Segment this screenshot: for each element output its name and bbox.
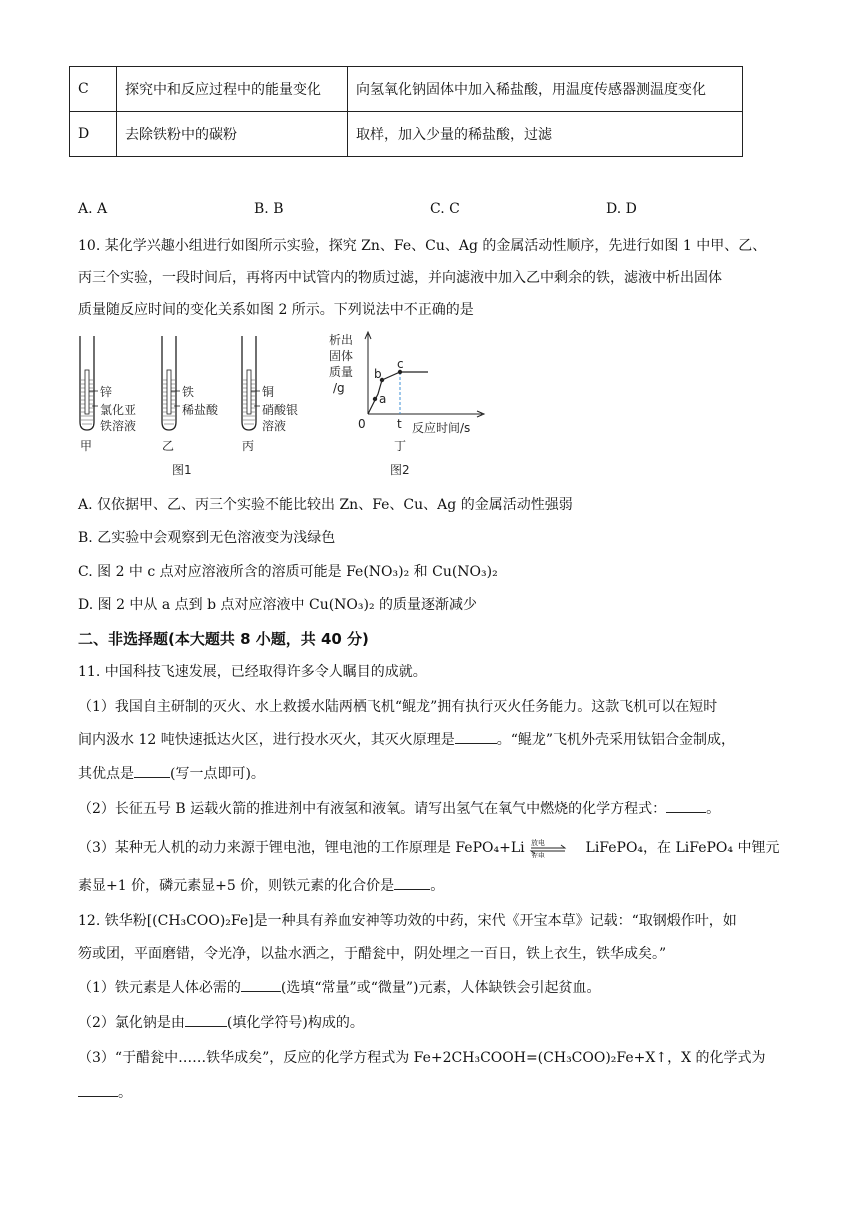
experiment-method: 向氢氧化钠固体中加入稀盐酸，用温度传感器测温度变化 xyxy=(348,67,743,112)
q11-part3-text: 素显+1 价，磷元素显+5 价，则铁元素的化合价是 xyxy=(78,878,395,894)
ylabel-line: /g xyxy=(333,381,345,395)
hcl-label: 稀盐酸 xyxy=(182,403,219,417)
answer-blank[interactable] xyxy=(666,798,706,813)
experiment-purpose: 探究中和反应过程中的能量变化 xyxy=(117,67,348,112)
zinc-label: 锌 xyxy=(100,385,113,399)
q11-part2-text: 。 xyxy=(706,801,721,817)
q12-part2-text: (填化学符号)构成的。 xyxy=(226,1015,364,1031)
q11-part1-text: (写一点即可)。 xyxy=(170,766,265,782)
q11-part1-text: 间内汲水 12 吨快速抵达火区，进行投水灭火，其灭火原理是 xyxy=(78,732,455,748)
fecl2-label-1: 氯化亚 xyxy=(100,403,137,417)
tube-bing-label: 丙 xyxy=(242,439,255,453)
q12-part1 xyxy=(78,977,600,997)
q11-part1-text: 其优点是 xyxy=(78,766,134,782)
svg-text:放电: 放电 xyxy=(531,839,546,847)
q12-stem-line: 12. 铁华粉[(CH₃COO)₂Fe]是一种具有养血安神等功效的中药，宋代《开宝本草》记载：“取钢煅作叶，如 xyxy=(78,913,737,929)
q11-part1-text: 。“鲲龙”飞机外壳采用钛铝合金制成， xyxy=(496,732,736,748)
option-letter: C xyxy=(70,67,117,112)
experiment-method: 取样，加入少量的稀盐酸，过滤 xyxy=(348,112,743,157)
answer-blank[interactable] xyxy=(241,977,281,992)
figure1-caption: 图1 xyxy=(172,463,192,477)
q11-part1-line1: （1）我国自主研制的灭火、水上救援水陆两栖飞机“鲲龙”拥有执行灭火任务能力。这款飞机可以在短时 xyxy=(78,699,718,715)
point-c-label: c xyxy=(397,357,404,371)
origin-label: 0 xyxy=(358,417,366,431)
q11-part3-line1 xyxy=(78,836,779,858)
choice-c[interactable]: C. C xyxy=(430,201,460,217)
test-tube-yi xyxy=(162,336,180,430)
q10-stem-line: 10. 某化学兴趣小组进行如图所示实验，探究 Zn、Fe、Cu、Ag 的金属活动性顺序，先进行如图 1 中甲、乙、 xyxy=(78,238,767,254)
q12-part3-line1: （3）“于醋瓮中……铁华成矣”，反应的化学方程式为 Fe+2CH₃COOH=(CH₃COO)₂Fe+X↑，X 的化学式为 xyxy=(78,1050,766,1066)
q12-part2 xyxy=(78,1012,364,1032)
experiment-purpose: 去除铁粉中的碳粉 xyxy=(117,112,348,157)
choice-b[interactable]: B. B xyxy=(254,201,284,217)
point-b-label: b xyxy=(374,367,382,381)
q11-part1-line2 xyxy=(78,729,735,749)
copper-label: 铜 xyxy=(262,385,275,399)
q12-part1-text: (选填“常量”或“微量”)元素，人体缺铁会引起贫血。 xyxy=(280,980,601,996)
xlabel: 反应时间/s xyxy=(412,421,471,435)
q11-part3-text: （3）某种无人机的动力来源于锂电池，锂电池的工作原理是 FePO₄+Li xyxy=(78,840,525,856)
answer-blank[interactable] xyxy=(185,1012,227,1027)
q10-stem-line: 质量随反应时间的变化关系如图 2 所示。下列说法中不正确的是 xyxy=(78,302,474,318)
tube-jia-label: 甲 xyxy=(80,439,93,453)
q12-part1-text: （1）铁元素是人体必需的 xyxy=(78,980,241,996)
t-label: t xyxy=(397,417,402,431)
graph-panel-label: 丁 xyxy=(394,439,407,453)
ylabel-line: 固体 xyxy=(329,349,354,363)
section-heading: 二、非选择题(本大题共 8 小题，共 40 分) xyxy=(78,630,369,648)
q11-part3-line2 xyxy=(78,875,444,895)
q12-stem-line: 笏或团，平面磨错，令光净，以盐水洒之，于醋瓮中，阴处埋之一百日，铁上衣生，铁华成矣。” xyxy=(78,946,667,962)
options-table xyxy=(69,66,743,157)
agno3-label-1: 硝酸银 xyxy=(262,403,299,417)
option-letter: D xyxy=(70,112,117,157)
q11-part3-text: LiFePO₄，在 LiFePO₄ 中锂元 xyxy=(585,840,780,856)
ylabel-line: 质量 xyxy=(329,365,354,379)
point-a-label: a xyxy=(379,392,387,406)
fecl2-label-2: 铁溶液 xyxy=(100,419,137,433)
q10-stem-line: 丙三个实验，一段时间后，再将丙中试管内的物质过滤，并向滤液中加入乙中剩余的铁，滤液中析出固体 xyxy=(78,270,722,286)
tube-yi-label: 乙 xyxy=(162,439,175,453)
answer-blank[interactable] xyxy=(455,729,497,744)
figure2-caption: 图2 xyxy=(390,463,410,477)
test-tube-bing xyxy=(242,336,260,430)
q10-option-a[interactable]: A. 仅依据甲、乙、丙三个实验不能比较出 Zn、Fe、Cu、Ag 的金属活动性强弱 xyxy=(78,497,573,513)
q11-part1-line3 xyxy=(78,763,265,783)
experiment-figure xyxy=(72,330,492,480)
q10-option-c[interactable]: C. 图 2 中 c 点对应溶液所含的溶质可能是 Fe(NO₃)₂ 和 Cu(NO₃)₂ xyxy=(78,564,498,580)
q12-part3-text: 。 xyxy=(118,1085,132,1101)
table-row xyxy=(70,67,743,112)
q12-part3-line2 xyxy=(78,1082,132,1102)
q11-part2 xyxy=(78,798,720,818)
q10-option-d[interactable]: D. 图 2 中从 a 点到 b 点对应溶液中 Cu(NO₃)₂ 的质量逐渐减少 xyxy=(78,597,478,613)
agno3-label-2: 溶液 xyxy=(262,419,287,433)
q11-part2-text: （2）长征五号 B 运载火箭的推进剂中有液氢和液氧。请写出氢气在氧气中燃烧的化学方程式： xyxy=(78,801,667,817)
svg-text:充电: 充电 xyxy=(531,852,546,858)
iron-label: 铁 xyxy=(182,385,195,399)
answer-blank[interactable] xyxy=(78,1082,118,1097)
answer-blank[interactable] xyxy=(134,763,170,778)
q10-option-b[interactable]: B. 乙实验中会观察到无色溶液变为浅绿色 xyxy=(78,530,336,546)
reversible-arrow-icon xyxy=(529,836,581,858)
answer-blank[interactable] xyxy=(394,875,430,890)
q11-title: 11. 中国科技飞速发展，已经取得许多令人瞩目的成就。 xyxy=(78,664,427,680)
choice-d[interactable]: D. D xyxy=(606,201,637,217)
test-tube-jia xyxy=(80,336,98,430)
q12-part2-text: （2）氯化钠是由 xyxy=(78,1015,185,1031)
ylabel-line: 析出 xyxy=(329,333,354,347)
table-row xyxy=(70,112,743,157)
choice-a[interactable]: A. A xyxy=(78,201,108,217)
q11-part3-text: 。 xyxy=(430,878,445,894)
